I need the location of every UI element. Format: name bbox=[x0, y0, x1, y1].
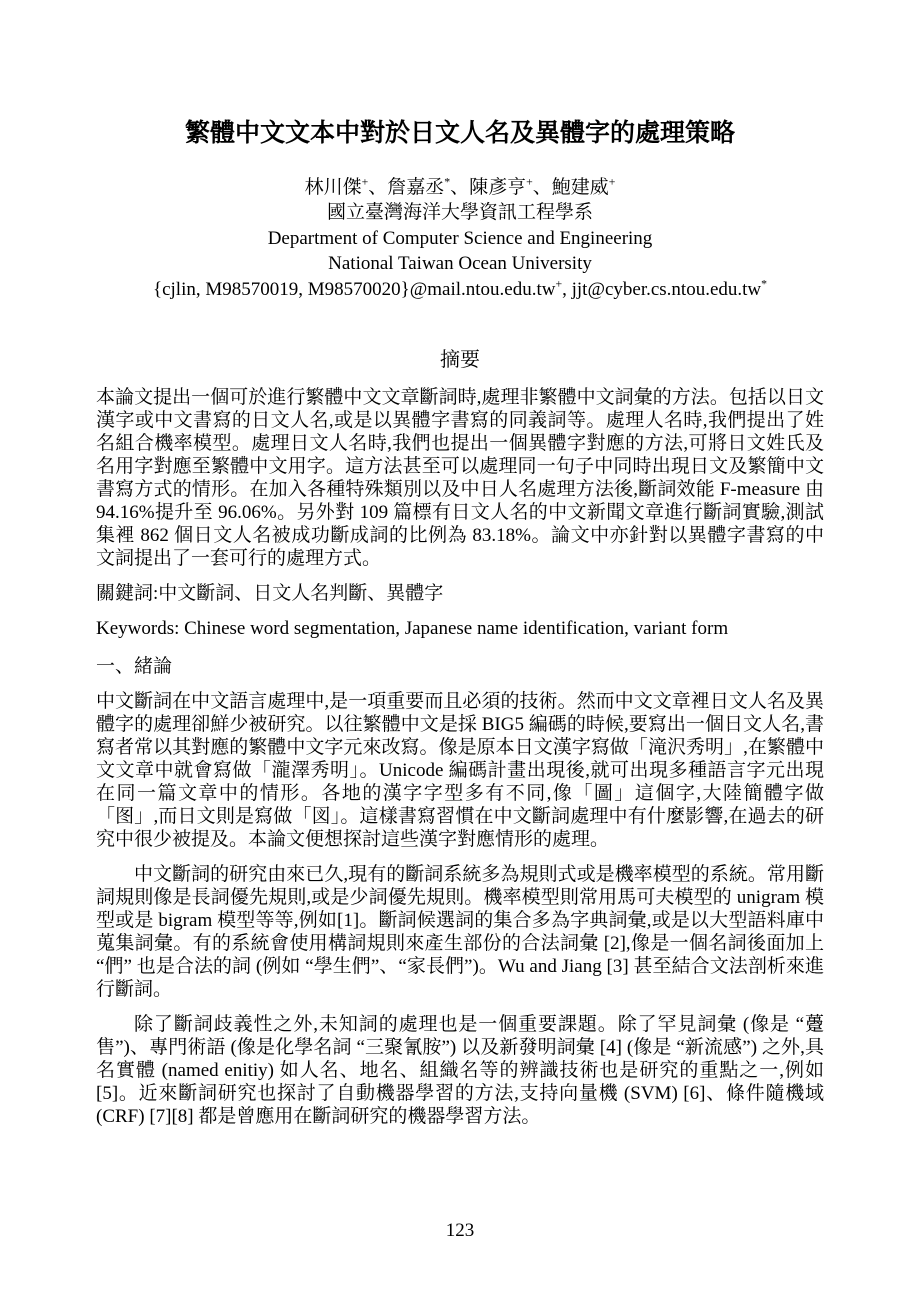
email-group: {cjlin, M98570019, M98570020}@mail.ntou.edu.tw bbox=[152, 278, 556, 300]
abstract-body: 本論文提出一個可於進行繁體中文文章斷詞時,處理非繁體中文詞彙的方法。包括以日文漢字或中文書寫的日文人名,或是以異體字書寫的同義詞等。處理人名時,我們提出了姓名組合機率模型。處理日文人名時,我們也提出一個異體字對應的方法,可將日文姓氏及名用字對應至繁體中文用字。這方法甚至可以處理同一句子中同時出現日文及繁簡中文書寫方式的情形。在加入各種特殊類別以及中日人名處理方法後,斷詞效能 F-measure 由 94.16%提升至 96.06%。另外對 109 篇標有日文人名的中文新聞文章進行斷詞實驗,測試集裡 862 個日文人名被成功斷成詞的比例為 83.18%。論文中亦針對以異體字書寫的中文詞提出了一套可行的處理方式。 bbox=[96, 387, 824, 569]
author-name: 林川傑 bbox=[304, 176, 362, 198]
author-affil-mark: + bbox=[526, 175, 533, 189]
keywords-zh: 關鍵詞:中文斷詞、日文人名判斷、異體字 bbox=[96, 583, 444, 604]
email-single: , jjt@cyber.cs.ntou.edu.tw bbox=[562, 278, 762, 300]
authors-line bbox=[96, 175, 824, 201]
author-affiliation-block bbox=[96, 175, 824, 303]
abstract-heading: 摘要 bbox=[440, 349, 480, 371]
paper-title: 繁體中文文本中對於日文人名及異體字的處理策略 bbox=[184, 120, 735, 147]
page-number: 123 bbox=[445, 1220, 475, 1241]
author-affil-mark: + bbox=[608, 175, 616, 189]
email-affil-mark: + bbox=[555, 277, 563, 291]
affiliation-univ-en: National Taiwan Ocean University bbox=[328, 253, 592, 274]
author-affil-mark: * bbox=[444, 175, 451, 189]
section-1-paragraph-2: 中文斷詞的研究由來已久,現有的斷詞系統多為規則式或是機率模型的系統。常用斷詞規則像是長詞優先規則,或是少詞優先規則。機率模型則常用馬可夫模型的 unigram 模型或是 bigram 模型等等,例如[1]。斷詞候選詞的集合多為字典詞彙,或是以大型語料庫中蒐集詞彙。有的系統會使用構詞規則來產生部份的合法詞彙 [2],像是一個名詞後面加上 “們” 也是合法的詞 (例如 “學生們”、“家長們”)。Wu and Jiang [3] 甚至結合文法剖析來進行斷詞。 bbox=[96, 864, 824, 1000]
keywords-en: Keywords: Chinese word segmentation, Japanese name identification, variant form bbox=[96, 618, 729, 639]
section-1-paragraph-3: 除了斷詞歧義性之外,未知詞的處理也是一個重要課題。除了罕見詞彙 (像是 “躉售”)、專門術語 (像是化學名詞 “三聚氰胺”) 以及新發明詞彙 [4] (像是 “新流感”) 之外,具名實體 (named enitiy) 如人名、地名、組織名等的辨識技術也是研究的重點之一,例如 [5]。近來斷詞研究也探討了自動機器學習的方法,支持向量機 (SVM) [6]、條件隨機域 (CRF) [7][8] 都是曾應用在斷詞研究的機器學習方法。 bbox=[96, 1014, 824, 1127]
email-affil-mark: * bbox=[761, 277, 768, 291]
section-1-heading: 一、緒論 bbox=[96, 656, 173, 677]
author-name: 、鮑建威 bbox=[532, 176, 609, 198]
author-name: 、陳彥亨 bbox=[450, 176, 527, 198]
author-affil-mark: + bbox=[361, 175, 369, 189]
author-name: 、詹嘉丞 bbox=[368, 176, 445, 198]
section-1-paragraph-1: 中文斷詞在中文語言處理中,是一項重要而且必須的技術。然而中文文章裡日文人名及異體字的處理卻鮮少被研究。以往繁體中文是採 BIG5 編碼的時候,要寫出一個日文人名,書寫者常以其對應的繁體中文字元來改寫。像是原本日文漢字寫做「滝沢秀明」,在繁體中文文章中就會寫做「瀧澤秀明」。Unicode 編碼計畫出現後,就可出現多種語言字元出現在同一篇文章中的情形。各地的漢字字型多有不同,像「圖」這個字,大陸簡體字做「图」,而日文則是寫做「図」。這樣書寫習慣在中文斷詞處理中有什麼影響,在過去的研究中很少被提及。本論文便想探討這些漢字對應情形的處理。 bbox=[96, 691, 824, 850]
affiliation-dept-en: Department of Computer Science and Engineering bbox=[267, 227, 653, 249]
affiliation-zh: 國立臺灣海洋大學資訊工程學系 bbox=[326, 202, 593, 223]
email-line bbox=[96, 277, 824, 303]
